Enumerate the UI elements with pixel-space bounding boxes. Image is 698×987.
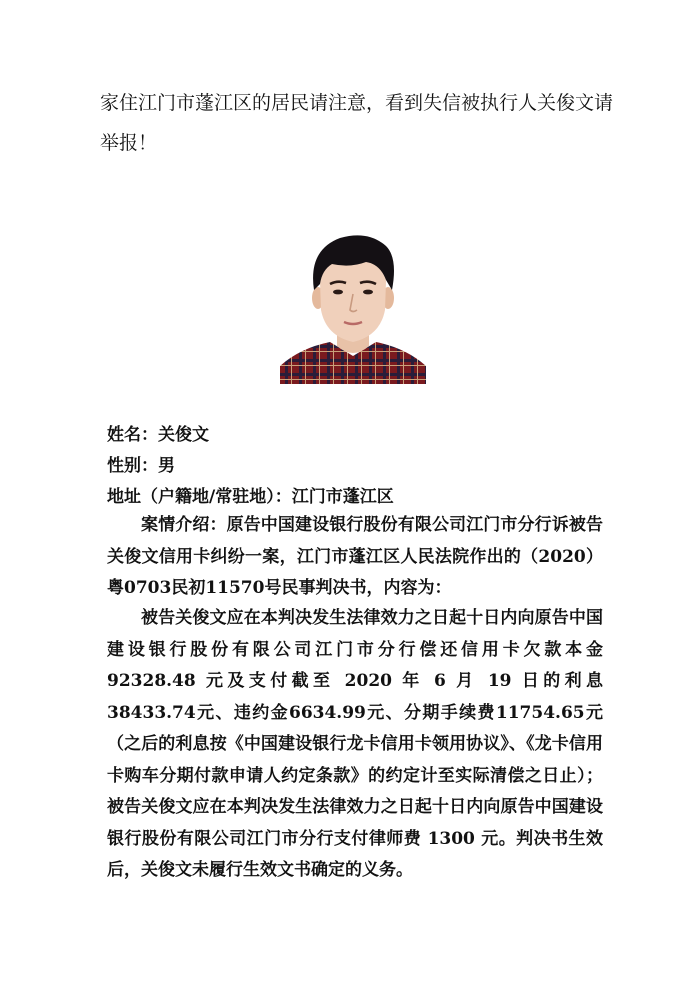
judgment-content: 被告关俊文应在本判决发生法律效力之日起十日内向原告中国建设银行股份有限公司江门市分行偿还信用卡欠款本金 92328.48 元及支付截至 2020 年 6 月 19 日的利息38433.74元、违约金6634.99元、分期手续费11754.65元（之后的利息按《中国建设银行龙卡信用卡领用协议》、《龙卡信用卡购车分期付款申请人约定条款》的约定计至实际清偿之日止）；被告关俊文应在本判决发生法律效力之日起十日内向原告中国建设银行股份有限公司江门市分行支付律师费 1300 元。判决书生效后，关俊文未履行生效文书确定的义务。 bbox=[107, 608, 603, 880]
name-row bbox=[107, 420, 607, 445]
address-label: 地址（户籍地/常驻地）： bbox=[107, 487, 292, 507]
address-row bbox=[107, 482, 607, 507]
gender-row bbox=[107, 451, 607, 476]
name-label: 姓名： bbox=[107, 425, 158, 445]
gender-label: 性别： bbox=[107, 456, 158, 476]
address-value: 江门市蓬江区 bbox=[291, 487, 394, 507]
name-value: 关俊文 bbox=[158, 425, 209, 445]
person-portrait-icon bbox=[280, 228, 426, 384]
intro-notice: 家住江门市蓬江区的居民请注意，看到失信被执行人关俊文请举报！ bbox=[100, 92, 614, 154]
person-photo bbox=[280, 228, 426, 384]
gender-value: 男 bbox=[158, 456, 175, 476]
case-introduction: 案情介绍：原告中国建设银行股份有限公司江门市分行诉被告关俊文信用卡纠纷一案，江门市蓬江区人民法院作出的（2020）粤0703民初11570号民事判决书，内容为： bbox=[107, 515, 603, 598]
